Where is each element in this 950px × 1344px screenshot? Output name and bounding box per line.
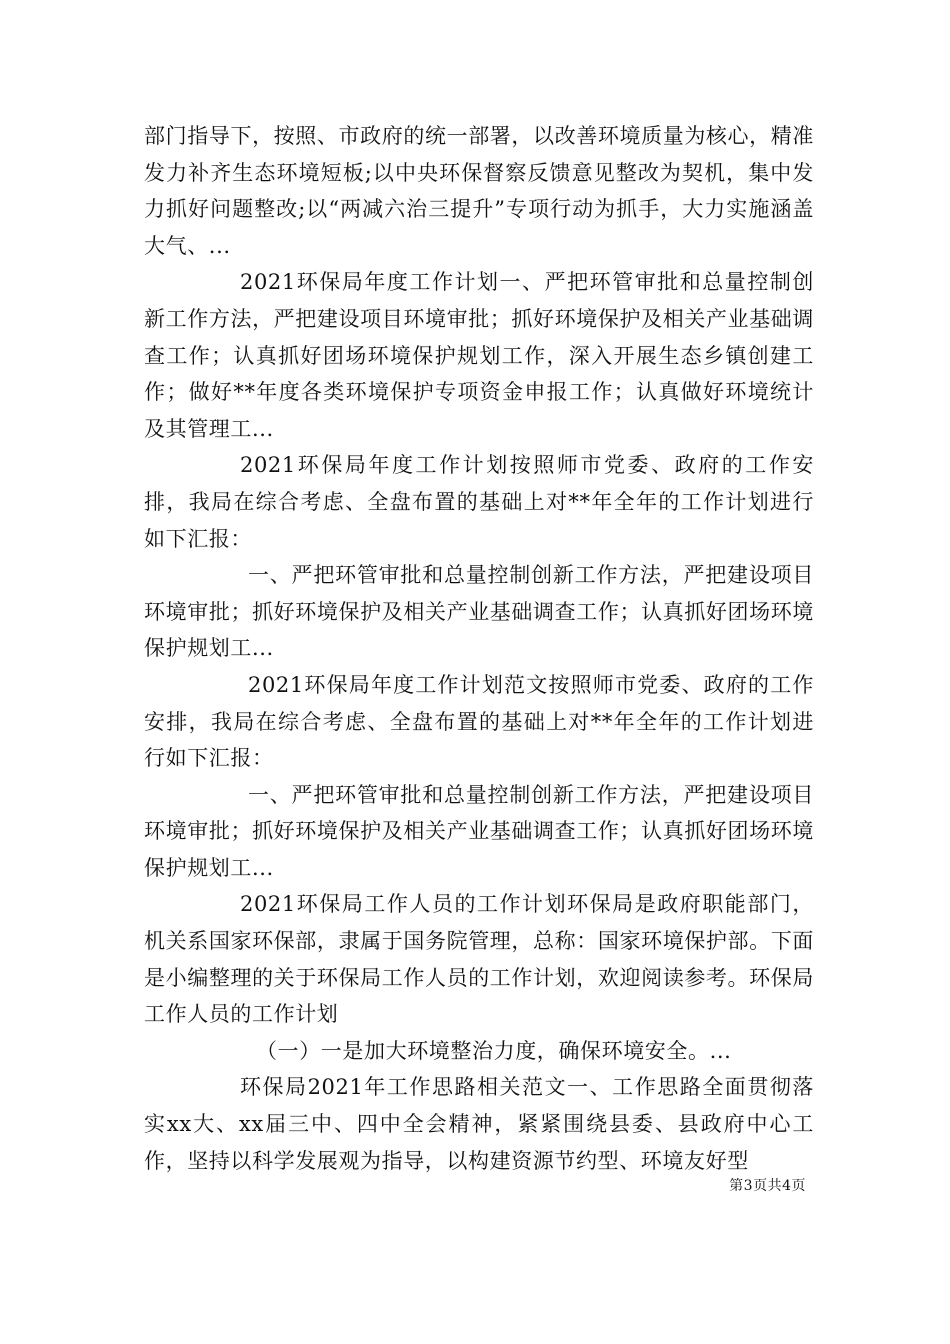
paragraph-2: 2021环保局年度工作计划一、严把环管审批和总量控制创新工作方法，严把建设项目环境审批；抓好环境保护及相关产业基础调查工作；认真抓好团场环境保护规划工作，深入开展生态乡镇创建工作；做好**年度各类环境保护专项资金申报工作；认真做好环境统计及其管理工... bbox=[144, 270, 814, 441]
paragraph-4: 一、严把环管审批和总量控制创新工作方法，严把建设项目环境审批；抓好环境保护及相关产业基础调查工作；认真抓好团场环境保护规划工... bbox=[144, 563, 814, 661]
paragraph-8: （一）一是加大环境整治力度，确保环境安全。... bbox=[256, 1038, 732, 1063]
document-body bbox=[144, 118, 814, 1179]
paragraph-7: 2021环保局工作人员的工作计划环保局是政府职能部门，机关系国家环保部，隶属于国务院管理，总称：国家环境保护部。下面是小编整理的关于环保局工作人员的工作计划，欢迎阅读参考。环保局工作人员的工作计划 bbox=[144, 892, 814, 1027]
paragraph-5: 2021环保局年度工作计划范文按照师市党委、政府的工作安排，我局在综合考虑、全盘布置的基础上对**年全年的工作计划进行如下汇报： bbox=[144, 672, 814, 771]
page-number-footer: 第3页共4页 bbox=[729, 1178, 806, 1194]
paragraph-1: 部门指导下，按照、市政府的统一部署，以改善环境质量为核心，精准发力补齐生态环境短板;以中央环保督察反馈意见整改为契机，集中发力抓好问题整改;以“两减六治三提升”专项行动为抓手，大力实施涵盖大气、... bbox=[144, 124, 814, 258]
paragraph-6: 一、严把环管审批和总量控制创新工作方法，严把建设项目环境审批；抓好环境保护及相关产业基础调查工作；认真抓好团场环境保护规划工... bbox=[144, 782, 814, 880]
paragraph-3: 2021环保局年度工作计划按照师市党委、政府的工作安排，我局在综合考虑、全盘布置的基础上对**年全年的工作计划进行如下汇报： bbox=[144, 453, 814, 551]
paragraph-9: 环保局2021年工作思路相关范文一、工作思路全面贯彻落实xx大、xx届三中、四中全会精神，紧紧围绕县委、县政府中心工作，坚持以科学发展观为指导，以构建资源节约型、环境友好型 bbox=[144, 1075, 814, 1173]
